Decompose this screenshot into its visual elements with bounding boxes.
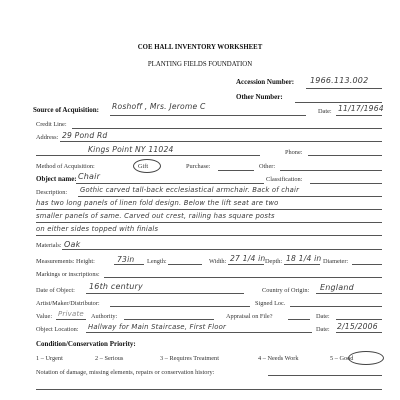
description-line3: smaller panels of same. Carved out crest, railing has square posts — [36, 212, 275, 220]
method-label: Method of Acquisition: — [36, 163, 95, 170]
description-line4: on either sides topped with finials — [36, 225, 159, 233]
other-number-underline — [295, 102, 382, 103]
length-underline — [168, 264, 202, 265]
depth-label: Depth: — [265, 258, 283, 265]
condition-option-3: 3 – Requires Treatment — [160, 355, 219, 362]
condition-option-5: 5 – Good — [330, 355, 354, 362]
accession-underline — [306, 88, 382, 89]
materials-label: Materials: — [36, 242, 62, 249]
materials-value: Oak — [64, 240, 81, 249]
classification-label: Classification: — [266, 176, 303, 183]
object-name-underline — [76, 183, 264, 184]
source-date-value: 11/17/1964 — [338, 104, 384, 113]
height-underline — [114, 264, 144, 265]
location-date-underline — [336, 332, 382, 333]
other-number-label: Other Number: — [236, 93, 283, 101]
description-underline-2 — [36, 209, 382, 210]
markings-label: Markings or inscriptions: — [36, 271, 100, 278]
artist-underline — [110, 306, 250, 307]
signed-loc-label: Signed Loc. — [255, 300, 286, 307]
authority-underline — [124, 319, 214, 320]
value-value: Private — [58, 310, 84, 318]
source-underline — [110, 115, 306, 116]
credit-line-label: Credit Line: — [36, 121, 67, 128]
address-label: Address: — [36, 134, 59, 141]
diameter-underline — [352, 264, 382, 265]
notation-underline-1 — [268, 375, 382, 376]
date-of-object-label: Date of Object: — [36, 287, 75, 294]
object-name-value: Chair — [78, 172, 101, 181]
location-label: Object Location: — [36, 326, 79, 333]
form-title: COE HALL INVENTORY WORKSHEET — [137, 44, 263, 51]
materials-underline — [62, 249, 382, 250]
condition-heading: Condition/Conservation Priority: — [36, 340, 136, 348]
location-date-value: 2/15/2006 — [337, 322, 378, 331]
source-date-label: Date: — [318, 108, 332, 115]
condition-option-2: 2 – Serious — [95, 355, 124, 362]
condition-option-4: 4 – Needs Work — [258, 355, 299, 362]
artist-label: Artist/Maker/Distributor: — [36, 300, 100, 307]
other-underline — [280, 170, 382, 171]
country-value: England — [320, 283, 354, 292]
credit-line-underline — [72, 128, 382, 129]
description-line2: has two long panels of linen fold design. Below the lift seat are two — [36, 199, 279, 207]
appraisal-label: Appraisal on File? — [226, 313, 273, 320]
description-underline-1 — [78, 196, 382, 197]
location-date-label: Date: — [316, 326, 330, 333]
authority-label: Authority: — [91, 313, 118, 320]
depth-underline — [284, 264, 320, 265]
form-subtitle: PLANTING FIELDS FOUNDATION — [147, 61, 253, 68]
width-label: Width: — [209, 258, 227, 265]
value-label: Value: — [36, 313, 53, 320]
length-label: Length: — [147, 258, 167, 265]
diameter-label: Diameter: — [323, 258, 349, 265]
height-value: 73in — [117, 255, 135, 264]
appraisal-underline — [288, 319, 310, 320]
object-name-label: Object name: — [36, 175, 77, 183]
address-underline-1 — [60, 141, 382, 142]
date-of-object-underline — [86, 293, 244, 294]
date-of-object-value: 16th century — [89, 282, 143, 291]
measurements-label: Measurements: Height: — [36, 258, 95, 265]
location-underline — [86, 332, 312, 333]
method-other: Other: — [259, 163, 276, 170]
description-line1: Gothic carved tall-back ecclesiastical armchair. Back of chair — [80, 186, 300, 194]
country-underline — [316, 293, 382, 294]
address-line1: 29 Pond Rd — [62, 131, 108, 140]
method-purchase: Purchase: — [186, 163, 211, 170]
signed-loc-underline — [290, 306, 382, 307]
method-gift: Gift — [138, 163, 149, 170]
source-date-underline — [336, 115, 382, 116]
width-value: 27 1/4 in — [230, 254, 266, 263]
phone-underline — [308, 155, 382, 156]
source-value: Roshoff , Mrs. Jerome C — [112, 102, 206, 111]
accession-value: 1966.113.002 — [310, 76, 369, 85]
source-label: Source of Acquisition: — [33, 106, 99, 114]
depth-value: 18 1/4 in — [286, 254, 322, 263]
phone-label: Phone: — [285, 149, 303, 156]
description-label: Description: — [36, 189, 68, 196]
purchase-underline — [218, 170, 254, 171]
value-date-label: Date: — [316, 313, 330, 320]
markings-underline — [104, 277, 382, 278]
condition-option-1: 1 – Urgent — [36, 355, 63, 362]
width-underline — [228, 264, 264, 265]
value-underline — [56, 319, 86, 320]
description-underline-4 — [36, 235, 382, 236]
notation-label: Notation of damage, missing elements, repairs or conservation history: — [36, 369, 215, 376]
address-underline-2 — [36, 155, 260, 156]
description-underline-3 — [36, 222, 382, 223]
notation-underline-2 — [36, 389, 382, 390]
accession-label: Accession Number: — [236, 78, 295, 86]
address-line2: Kings Point NY 11024 — [88, 145, 174, 154]
country-label: Country of Origin: — [262, 287, 310, 294]
classification-underline — [310, 183, 382, 184]
location-value: Hallway for Main Staircase, First Floor — [88, 323, 227, 331]
value-date-underline — [336, 319, 382, 320]
